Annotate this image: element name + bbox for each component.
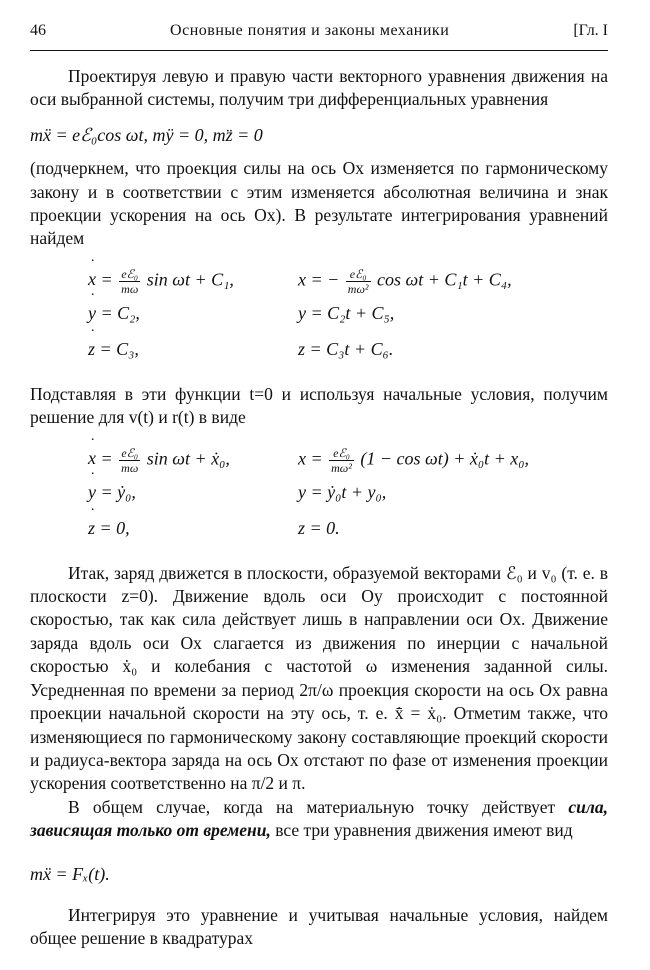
emphasis: сила, зависящая только от времени, bbox=[30, 796, 608, 841]
page bbox=[30, 22, 608, 951]
fraction: $\frac{\text{eℰ₀}}{\text{mω²}}$ bbox=[347, 266, 369, 296]
paragraph-6: Интегрируя это уравнение и учитывая начальные условия, найдем общее решение в квадратурах bbox=[30, 904, 608, 949]
paragraph-3: Подставляя в эти функции t=0 и используя начальные условия, получим решение для v(t) и r(t) в виде bbox=[30, 383, 608, 428]
system-row: ˙ y = C₂, y = C₂t + C₅, bbox=[30, 303, 608, 339]
system-row: ˙ y = ẏ₀, y = ẏ₀t + y₀, bbox=[30, 482, 608, 518]
fraction: $\frac{\text{eℰ₀}}{m\omega}$ bbox=[121, 445, 139, 475]
integrated-solution-system bbox=[30, 267, 608, 375]
system-row: ˙ x = $\frac{\text{eℰ₀}}{m\omega}$ sin ωt + C₁, x = − $\frac{\text{eℰ₀}}{\text{mω²}}$ cos ωt + C₁t + C₄, bbox=[30, 267, 608, 303]
particular-solution-system bbox=[30, 446, 608, 554]
system-row: ˙ x = $\frac{\text{eℰ₀}}{m\omega}$ sin ωt + ẋ₀, x = $\frac{\text{eℰ₀}}{\text{mω²}}$ (1 − cos ωt) + ẋ₀t + x₀, bbox=[30, 446, 608, 482]
paragraph-5: В общем случае, когда на материальную точку действует сила, зависящая только от времени, все три уравнения движения имеют вид bbox=[30, 796, 608, 841]
system-row: ˙ z = 0, z = 0. bbox=[30, 518, 608, 554]
system-row: ˙ z = C₃, z = C₃t + C₆. bbox=[30, 339, 608, 375]
general-equation: mẍ = Fₓ(t). bbox=[30, 863, 110, 884]
page-number: 46 bbox=[30, 22, 46, 39]
fraction: $\frac{\text{eℰ₀}}{\text{mω²}}$ bbox=[331, 445, 352, 475]
paragraph-4: Итак, заряд движется в плоскости, образуемой векторами ℰ₀ и v₀ (т. е. в плоскости z=0). Движение вдоль оси Oy происходит с постоянной скоростью, так как сила действует лишь в направлении оси Ox. Движение заряда вдоль оси Ox слагается из движения по инерции с начальной скоростью ẋ₀ и колебания с частотой ω изменения заданной силы. Усредненная по времени за период 2π/ω проекция скорости на ось Ox равна проекции начальной скорости на эту ось, т. е. x̄̇ = ẋ₀. Отметим также, что изменяющиеся по гармоническому закону составляющие проекций скорости и радиуса-вектора заряда на ось Ox отстают по фазе от изменения проекции ускорения соответственно на π/2 и π. bbox=[30, 562, 608, 794]
paragraph-2: (подчеркнем, что проекция силы на ось Ox изменяется по гармоническому закону и в соответствии с этим изменяется абсолютная величина и знак проекции ускорения на ось Ox). В результате интегрирования уравнений найдем bbox=[30, 158, 608, 249]
running-head bbox=[30, 22, 608, 50]
chapter-label: [Гл. I bbox=[573, 22, 608, 39]
running-title: Основные понятия и законы механики bbox=[170, 22, 450, 39]
paragraph-1: Проектируя левую и правую части векторного уравнения движения на оси выбранной системы, получим три дифференциальных уравнения bbox=[30, 66, 608, 110]
equations-of-motion: mẍ = eℰ₀cos ωt, mÿ = 0, mz̈ = 0 bbox=[30, 124, 263, 145]
fraction: $\frac{\text{eℰ₀}}{m\omega}$ bbox=[121, 266, 139, 296]
